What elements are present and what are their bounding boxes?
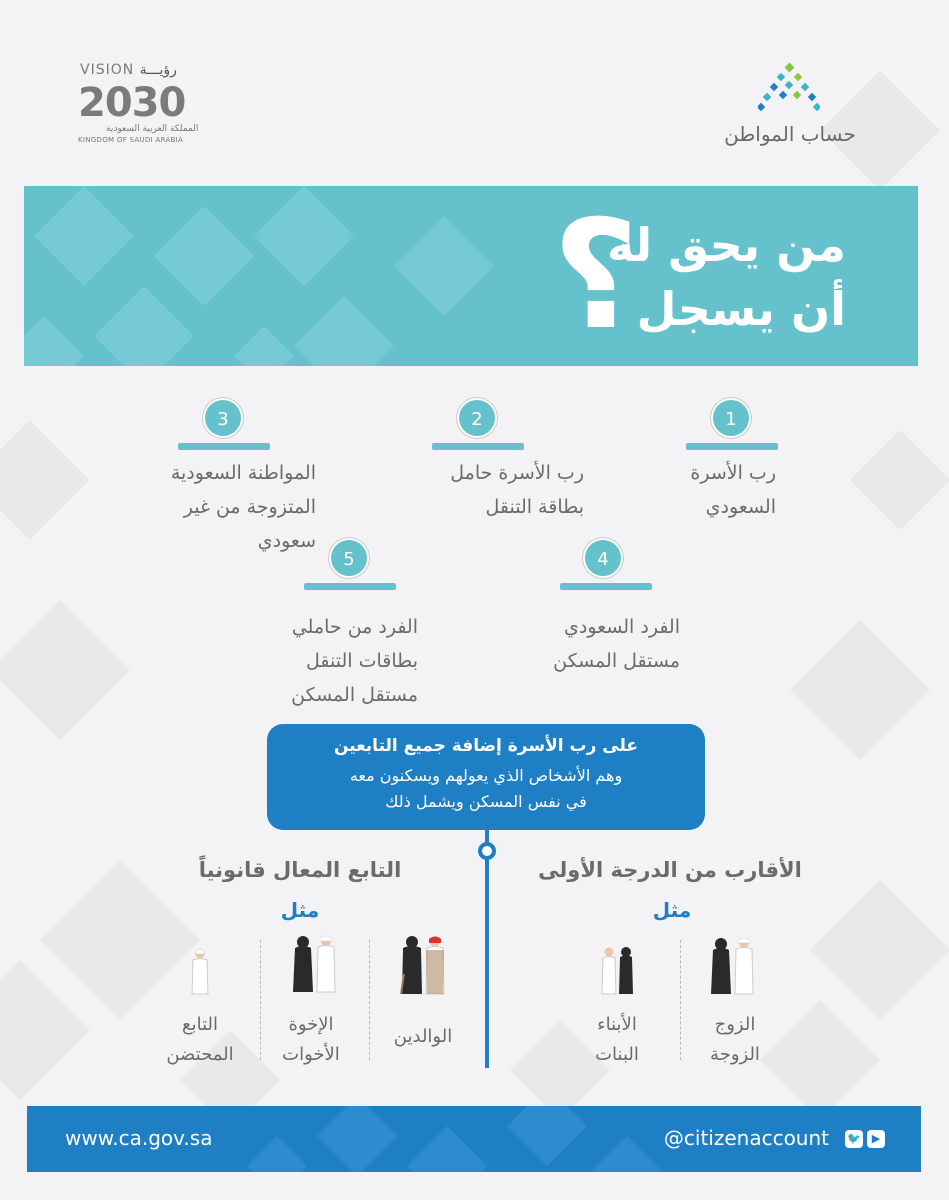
eligibility-item-1 [680,398,880,528]
vision-label: VISION [80,62,135,78]
spouse-line2: الزوجة [710,1044,760,1065]
item-text-line2: بطاقة التنقل [485,496,584,518]
title-banner [24,186,918,366]
siblings-line2: الأخوات [282,1044,340,1065]
vision-2030-logo [78,62,208,147]
children-line1: الأبناء [597,1014,637,1035]
citizen-logo-icon [758,62,820,118]
vision-arabic: رؤيـــة [139,62,177,78]
citizen-account-logo [720,62,860,147]
program-name: حساب المواطن [724,122,856,146]
item-number-badge: 3 [203,398,243,438]
parents-line1: الوالدين [393,1026,453,1047]
item-number-badge: 4 [583,538,623,578]
footer-bar [27,1106,921,1172]
item-underline [304,583,396,590]
divider-dot [478,842,496,860]
children-figure-icon [598,946,638,996]
spouse-line1: الزوج [714,1014,756,1035]
item-text-line2: بطاقات التنقل [306,650,418,672]
siblings-figure-icon [290,934,340,996]
twitter-icon[interactable]: 🐦 [845,1130,863,1148]
item-text-line1: المواطنة السعودية [170,462,316,484]
legal-dependent-title: التابع المعال قانونياً [198,858,402,882]
separator [680,940,681,1060]
item-text [218,610,418,712]
item-text-line2: السعودي [705,496,776,518]
dependents-notice [267,724,705,830]
parents-label [378,1022,468,1052]
item-underline [686,443,778,450]
item-number-badge: 2 [457,398,497,438]
eligibility-item-4 [520,538,720,678]
banner-title-line2: أن يسجل [636,282,846,336]
ward-line1: التابع [182,1014,218,1035]
separator [369,940,370,1060]
youtube-icon[interactable]: ▶ [867,1130,885,1148]
item-text-line2: المتزوجة من غير [183,496,316,518]
legal-dependent-such-as: مثل [280,898,320,922]
eligibility-item-5 [260,538,460,708]
vision-year: 2030 [78,80,186,126]
item-text-line1: رب الأسرة حامل [450,462,584,484]
item-text [384,456,584,524]
item-text-line1: رب الأسرة [690,462,776,484]
item-underline [178,443,270,450]
siblings-line1: الإخوة [288,1014,334,1035]
ward-figure-icon [188,948,212,996]
eligibility-item-3 [130,398,330,558]
item-text [480,610,680,678]
item-number-badge: 5 [329,538,369,578]
item-underline [432,443,524,450]
item-number-badge: 1 [711,398,751,438]
parents-figure-icon [398,934,448,996]
spouse-label [690,1010,780,1070]
first-degree-such-as: مثل [652,898,692,922]
notice-line3: في نفس المسكن ويشمل ذلك [385,792,587,811]
separator [260,940,261,1060]
ward-label [150,1010,250,1070]
siblings-label [266,1010,356,1070]
item-text-line2: مستقل المسكن [553,650,680,672]
notice-line1: على رب الأسرة إضافة جميع التابعين [333,736,639,756]
item-text-line3: سعودي [257,530,316,552]
item-text-line1: الفرد السعودي [564,616,680,638]
eligibility-item-2 [430,398,630,528]
kingdom-english: KINGDOM OF SAUDI ARABIA [78,136,184,144]
first-degree-title: الأقارب من الدرجة الأولى [538,858,802,882]
spouse-figure-icon [708,936,758,996]
social-handle-link[interactable]: @citizenaccount [663,1126,829,1150]
children-line2: البنات [595,1044,639,1065]
question-mark: ؟ [552,189,640,363]
item-underline [560,583,652,590]
banner-title-line1: من يحق له [607,218,846,272]
kingdom-arabic: المملكة العربية السعودية [106,124,199,134]
children-label [572,1010,662,1070]
divider-line [485,830,489,1068]
website-link[interactable]: www.ca.gov.sa [65,1126,213,1150]
item-text-line3: مستقل المسكن [291,684,418,706]
item-text-line1: الفرد من حاملي [291,616,418,638]
banner-pattern [24,186,918,366]
ward-line2: المحتضن [166,1044,234,1065]
notice-line2: وهم الأشخاص الذي يعولهم ويسكنون معه [349,766,623,785]
